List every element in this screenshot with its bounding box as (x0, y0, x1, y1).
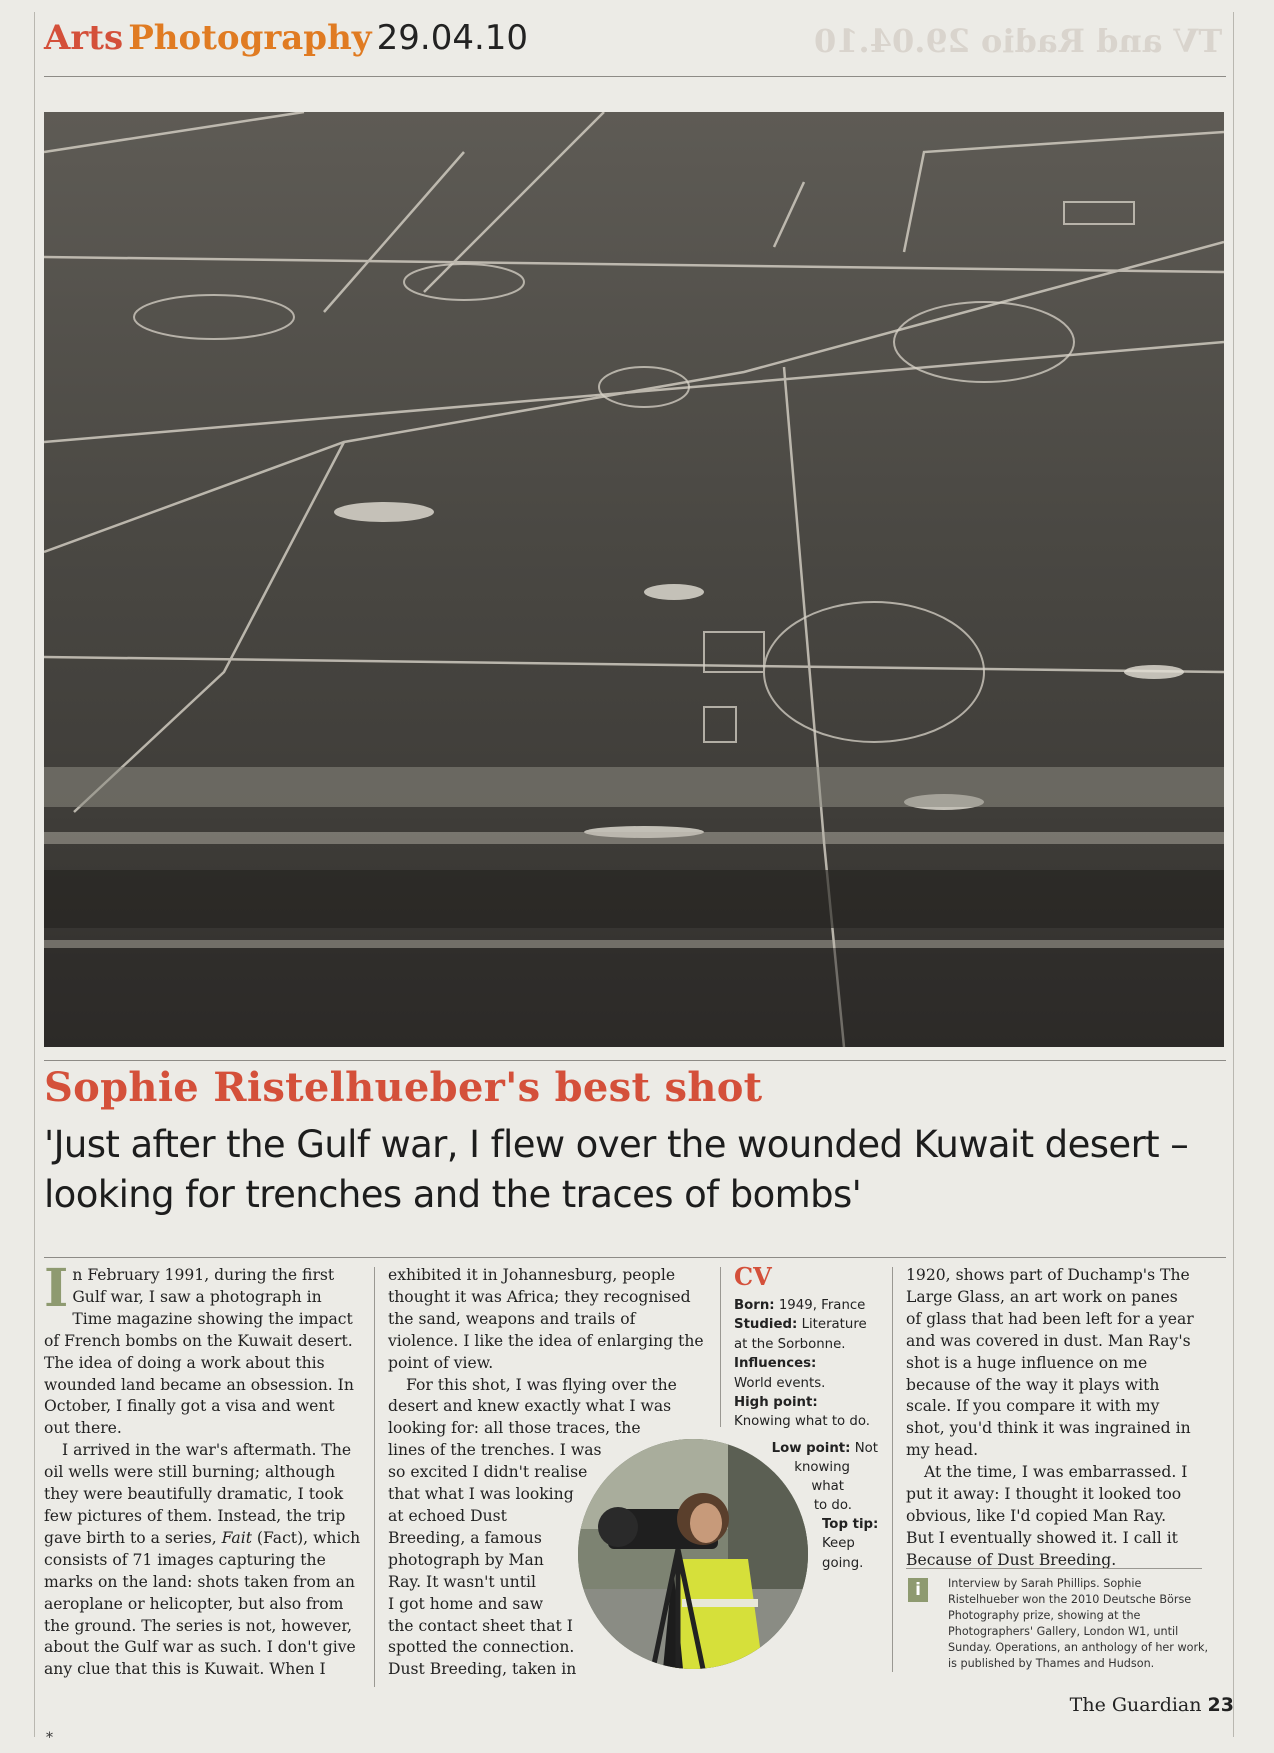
info-icon: i (908, 1578, 928, 1602)
text-line: lines of the trenches. I was (388, 1441, 602, 1460)
cv-studied (734, 1315, 884, 1354)
info-box-rule (906, 1568, 1202, 1569)
cv-value: 1949, France (774, 1298, 866, 1313)
newspaper-name: The Guardian (1069, 1694, 1202, 1716)
show-through-text: TV and Radio 29.04.10 (813, 22, 1222, 60)
article-paragraph: exhibited it in Johannesburg, people thought it was Africa; they recognised the sand, weapons and trails of violence. I like the idea of enlarging the point of view. (388, 1266, 704, 1372)
text-line: spotted the connection. (388, 1638, 575, 1657)
article-column-1 (44, 1258, 362, 1681)
aerial-desert-photograph (44, 112, 1224, 1047)
article-paragraph (44, 1258, 362, 1440)
text-line: Dust Breeding, taken in (388, 1660, 577, 1679)
standfirst-rule (44, 1257, 1226, 1258)
text-line: desert and knew exactly what I was (388, 1397, 672, 1416)
text-line: so excited I didn't realise (388, 1463, 588, 1482)
article-paragraph (44, 1440, 362, 1681)
italic-title: Fait (221, 1528, 252, 1547)
text-line: the contact sheet that I (388, 1616, 573, 1635)
text-line: Ray. It wasn't until (388, 1572, 536, 1591)
text-line: at echoed Dust (388, 1506, 507, 1525)
photographer-portrait (578, 1439, 808, 1669)
page-number: 23 (1207, 1694, 1234, 1716)
paragraph-text: I arrived in the war's aftermath. The oil wells were still burning; although they were beautifully dramatic, I took few pictures of them. Instead, the trip gave birth to a series, (44, 1441, 352, 1547)
section-label-arts: Arts (44, 18, 124, 58)
aerial-photo-illustration (44, 112, 1224, 1047)
text-line: that what I was looking (388, 1485, 574, 1504)
column-divider (892, 1267, 893, 1672)
info-box-text: Interview by Sarah Phillips. Sophie Ristelhueber won the 2010 Deutsche Börse Photography prize, showing at the Photographers' Gallery, London W1, until Sunday. Operations, an anthology of her work, is published by Thames and Hudson. (948, 1577, 1209, 1670)
column-divider (374, 1267, 375, 1687)
column-divider (720, 1267, 721, 1427)
cv-title: CV (734, 1262, 772, 1291)
article-paragraph: 1920, shows part of Duchamp's The Large Glass, an art work on panes of glass that had been left for a year and was covered in dust. Man Ray's shot is a huge influence on me because of the way it plays with scale. If you compare it with my shot, you'd think it was ingrained in my head. (906, 1266, 1194, 1460)
text-line: For this shot, I was flying over the (406, 1375, 677, 1394)
cv-label: Influences: (734, 1356, 817, 1372)
cv-label: Born: (734, 1298, 775, 1313)
cv-box (734, 1262, 884, 1432)
cv-value: Literature at the Sorbonne. (734, 1317, 867, 1352)
section-label-photography: Photography (128, 18, 372, 58)
text-line: photograph by Man (388, 1550, 544, 1569)
header-rule (44, 76, 1226, 77)
cv-value: Keep (822, 1536, 855, 1552)
cv-top-tip (822, 1515, 902, 1573)
headline: Sophie Ristelhueber's best shot (44, 1064, 763, 1111)
cv-label: Top tip: (822, 1517, 879, 1532)
cv-value: to do. (813, 1498, 852, 1513)
issue-date: 29.04.10 (376, 18, 529, 58)
cv-high (734, 1393, 884, 1412)
cv-value: Knowing what to do. (734, 1414, 870, 1430)
standfirst-quote: 'Just after the Gulf war, I flew over the wounded Kuwait desert – looking for trenches and the traces of bombs' (44, 1123, 1189, 1216)
text-line: Breeding, a famous (388, 1528, 542, 1547)
footer-star: * (46, 1730, 53, 1746)
cv-born (734, 1296, 884, 1315)
cv-value: knowing (794, 1460, 850, 1475)
cv-influences (734, 1354, 884, 1373)
cv-label: Low point: (771, 1441, 851, 1456)
cv-value: World events. (734, 1375, 826, 1391)
text-line: looking for: all those traces, the (388, 1419, 641, 1438)
cv-value: going. (822, 1555, 864, 1571)
cv-value: what (811, 1479, 844, 1494)
paragraph-text: n February 1991, during the first Gulf war, I saw a photograph in Time magazine showing the impact of French bombs on the Kuwait desert. The idea of doing a work about this wounded land became an obsession. In October, I finally got a visa and went out there. (44, 1266, 354, 1438)
headline-rule (44, 1060, 1226, 1061)
portrait-illustration (578, 1439, 808, 1669)
cv-label: Studied: (734, 1317, 798, 1333)
drop-cap: I (44, 1258, 69, 1319)
page-footer (1070, 1694, 1234, 1716)
paragraph-text: (Fact), which consists of 71 images capturing the marks on the land: shots taken from an aeroplane or helicopter, but also from the ground. The series is not, however, about the Gulf war as such. I don't give any clue that this is Kuwait. When I (44, 1528, 361, 1679)
page-header (44, 18, 528, 68)
cv-value: Not (854, 1441, 878, 1456)
article-paragraph: At the time, I was embarrassed. I put it away: I thought it looked too obvious, like I'd copied Man Ray. But I eventually showed it. I call it Because of Dust Breeding. (906, 1463, 1188, 1569)
cv-label: High point: (734, 1395, 818, 1411)
article-column-4 (906, 1265, 1196, 1572)
text-line: I got home and saw (388, 1594, 544, 1613)
